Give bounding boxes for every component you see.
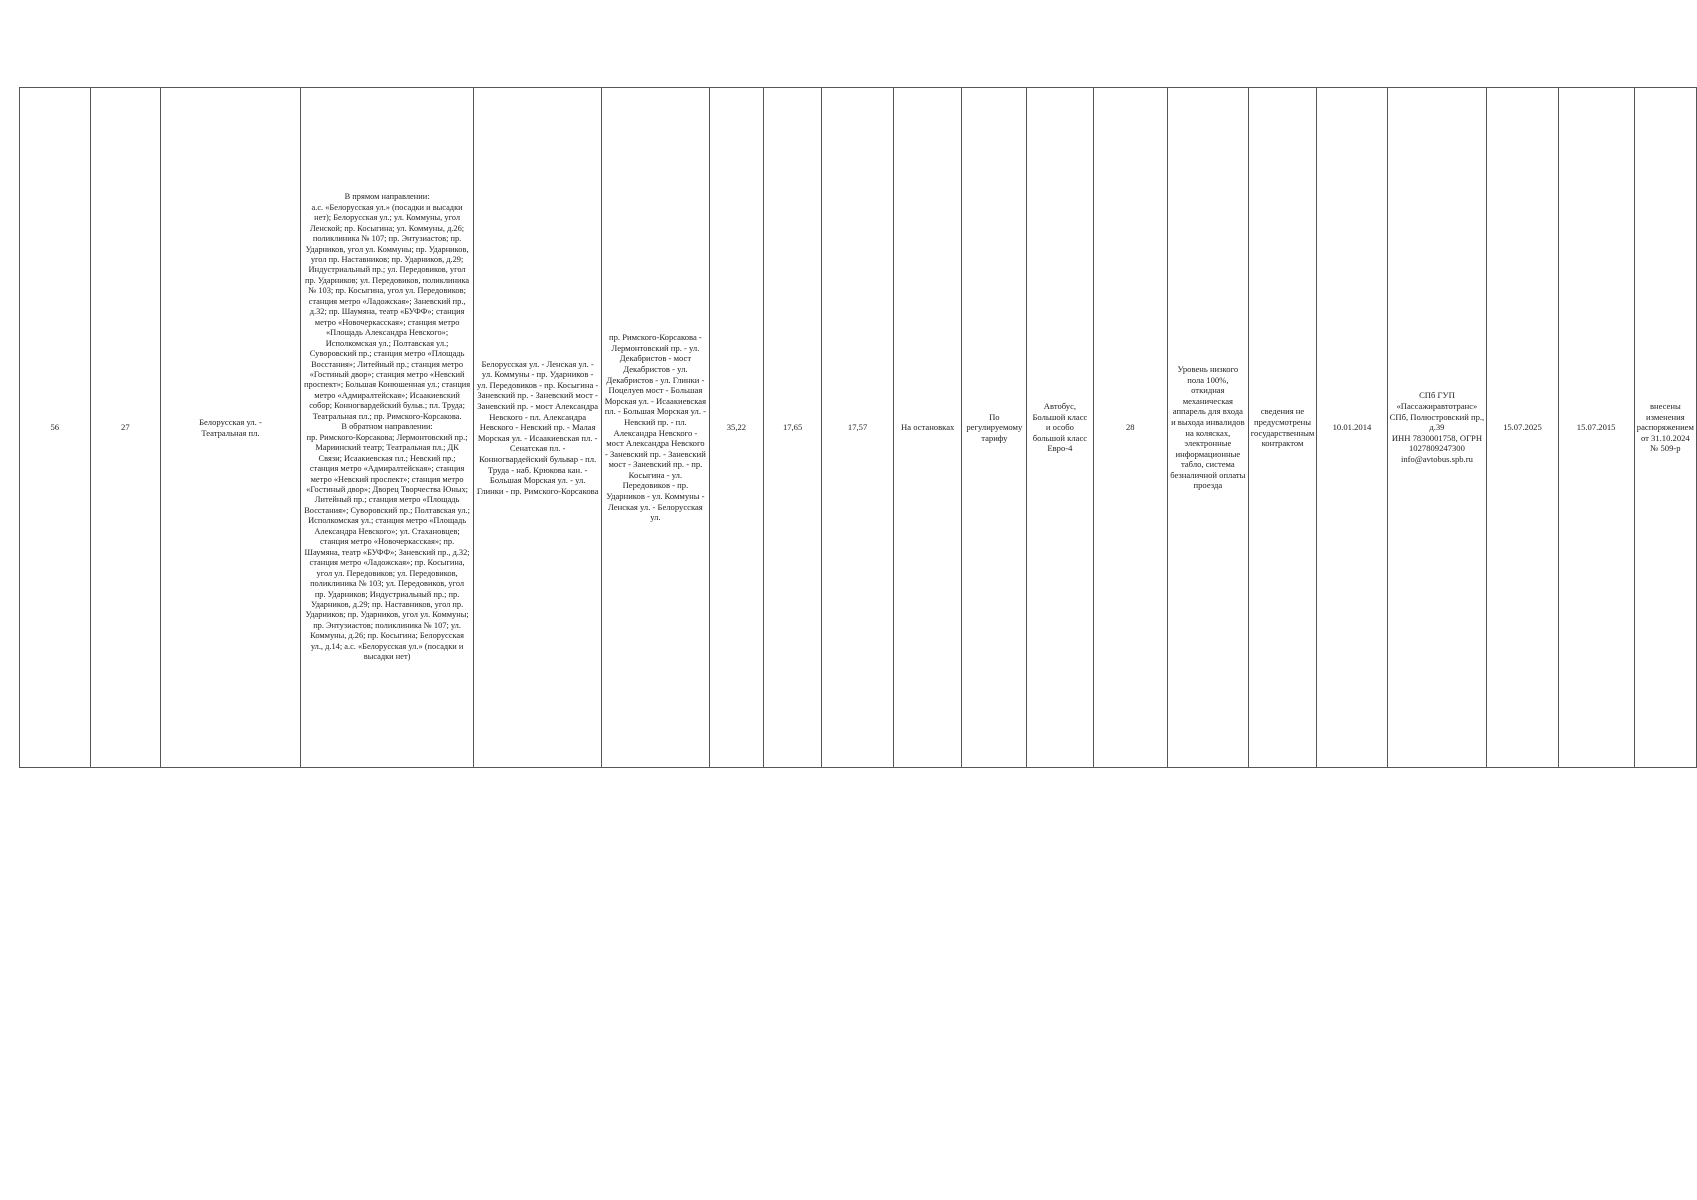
stops-cell [300,88,474,768]
date-one: 15.07.2025 [1503,422,1542,433]
vehicle-features: Уровень низкого пола 100%, откидная механическая аппарель для входа и выхода инвалидов на колясках, электронные информационные табло, система безналичной оплаты проезда [1170,363,1246,491]
vehicle-features-cell [1168,88,1249,768]
start-date-cell [1317,88,1387,768]
vehicle-count: 28 [1125,422,1135,433]
streets-backward-cell [601,88,709,768]
carrier-info: СПб ГУП «Пассажиравтотранс» СПб, Полюстровский пр., д.39 ИНН 7830001758, ОГРН 1027809247300 info@avtobus.spb.ru [1389,390,1485,464]
table-row [20,88,1697,768]
date-one-cell [1487,88,1558,768]
length-total: 35,22 [726,422,747,433]
length-backward: 17,57 [847,422,868,433]
stop-order: На остановках [901,422,955,433]
contract-info: сведения не предусмотрены государственным контрактом [1250,406,1315,449]
streets-backward: пр. Римского-Корсакова - Лермонтовский пр. - ул. Декабристов - мост Декабристов - ул. Декабристов - ул. Глинки - Поцелуев мост - Большая Морская ул. - Исаакиевская пл. - Большая Морская ул. - Невский пр. - пл. Александра Невского - мост Александра Невского - Заневский пр. - Заневский мост - Заневский пр. - пр. Косыгина - ул. Передовиков - пр. Ударников - ул. Коммуны - Ленская ул. - Белорусская ул. [604,332,707,523]
route-number: 27 [121,422,130,433]
date-two-cell [1558,88,1634,768]
stop-order-cell [893,88,961,768]
length-forward: 17,65 [782,422,803,433]
vehicle-count-cell [1093,88,1167,768]
streets-forward-cell [474,88,602,768]
route-name-cell [161,88,301,768]
date-two: 15.07.2015 [1576,422,1616,433]
length-backward-cell [822,88,894,768]
start-date: 10.01.2014 [1332,422,1372,433]
contract-info-cell [1248,88,1317,768]
notes: внесены изменения распоряжением от 31.10.2024 № 509-р [1636,401,1694,454]
tariff-type: По регулируемому тарифу [966,411,1023,443]
length-forward-cell [764,88,822,768]
vehicle-class-cell [1027,88,1093,768]
stops-list: В прямом направлении: а.с. «Белорусская ул.» (посадки и высадки нет); Белорусская ул.; ул. Коммуны, угол Ленской; пр. Косыгина; ул. Коммуны, д.26; поликлиника № 107; пр. Энтузиастов; пр. Ударников, угол ул. Коммуны; пр. Ударников, угол пр. Наставников; пр. Ударников, д.29; Индустриальный пр.; ул. Передовиков, угол пр. Ударников; ул. Передовиков, поликлиника № 103; пр. Косыгина, угол ул. Передовиков; станция метро «Ладожская»; Заневский пр., д.32; пр. Шаумяна, театр «БУФФ»; станция метро «Новочеркасская»; станция метро «Площадь Александра Невского»; Исполкомская ул.; Полтавская ул.; Суворовский пр.; станция метро «Площадь Восстания»; Литейный пр.; станция метро «Гостиный двор»; станция метро «Невский проспект»; Большая Конюшенная ул.; станция метро «Адмиралтейская»; Исаакиевский собор; Конногвардейский бульв.; пл. Труда; Театральная пл.; пр. Римского-Корсакова. В обратном направлении: пр. Римского-Корсакова; Лермонтовский пр.; Мариинский театр; Театральная пл.; ДК Связи; Исаакиевская пл.; Невский пр.; станция метро «Адмиралтейская»; станция метро «Невский проспект»; станция метро «Гостиный двор»; Дворец Творчества Юных; Литейный пр.; станция метро «Площадь Восстания»; Суворовский пр.; Полтавская ул.; Исполкомская ул.; станция метро «Площадь Александра Невского»; ул. Стахановцев; станция метро «Новочеркасская»; пр. Шаумяна, театр «БУФФ»; Заневский пр., д.32; станция метро «Ладожская»; пр. Косыгина, угол ул. Передовиков; ул. Передовиков, поликлиника № 103; ул. Передовиков, угол пр. Ударников; Индустриальный пр.; пр. Ударников, д.29; пр. Наставников, угол пр. Ударников; пр. Ударников, угол ул. Коммуны; пр. Энтузиастов; поликлиника № 107; ул. Коммуны, д.26; пр. Косыгина; Белорусская ул., д.14; а.с. «Белорусская ул.» (посадки и высадки нет) [304,192,471,662]
reg-number-cell [20,88,91,768]
length-total-cell [709,88,763,768]
carrier-cell [1387,88,1487,768]
reg-number: 56 [50,422,60,433]
notes-cell [1634,88,1696,768]
route-number-cell [90,88,161,768]
route-name: Белорусская ул. - Театральная пл. [199,416,262,438]
vehicle-class: Автобус, Большой класс и особо большой класс Евро-4 [1032,401,1088,454]
route-registry-table [19,87,1697,768]
tariff-type-cell [962,88,1027,768]
streets-forward: Белорусская ул. - Ленская ул. - ул. Коммуны - пр. Ударников - ул. Передовиков - пр. Косыгина - Заневский пр. - Заневский мост - Заневский пр. - мост Александра Невского - пл. Александра Невского - Невский пр. - Малая Морская ул. - Исаакиевская пл. - Сенатская пл. - Конногвардейский бульвар - пл. Труда - наб. Крюкова кан. - Большая Морская ул. - ул. Глинки - пр. Римского-Корсакова [476,358,599,496]
